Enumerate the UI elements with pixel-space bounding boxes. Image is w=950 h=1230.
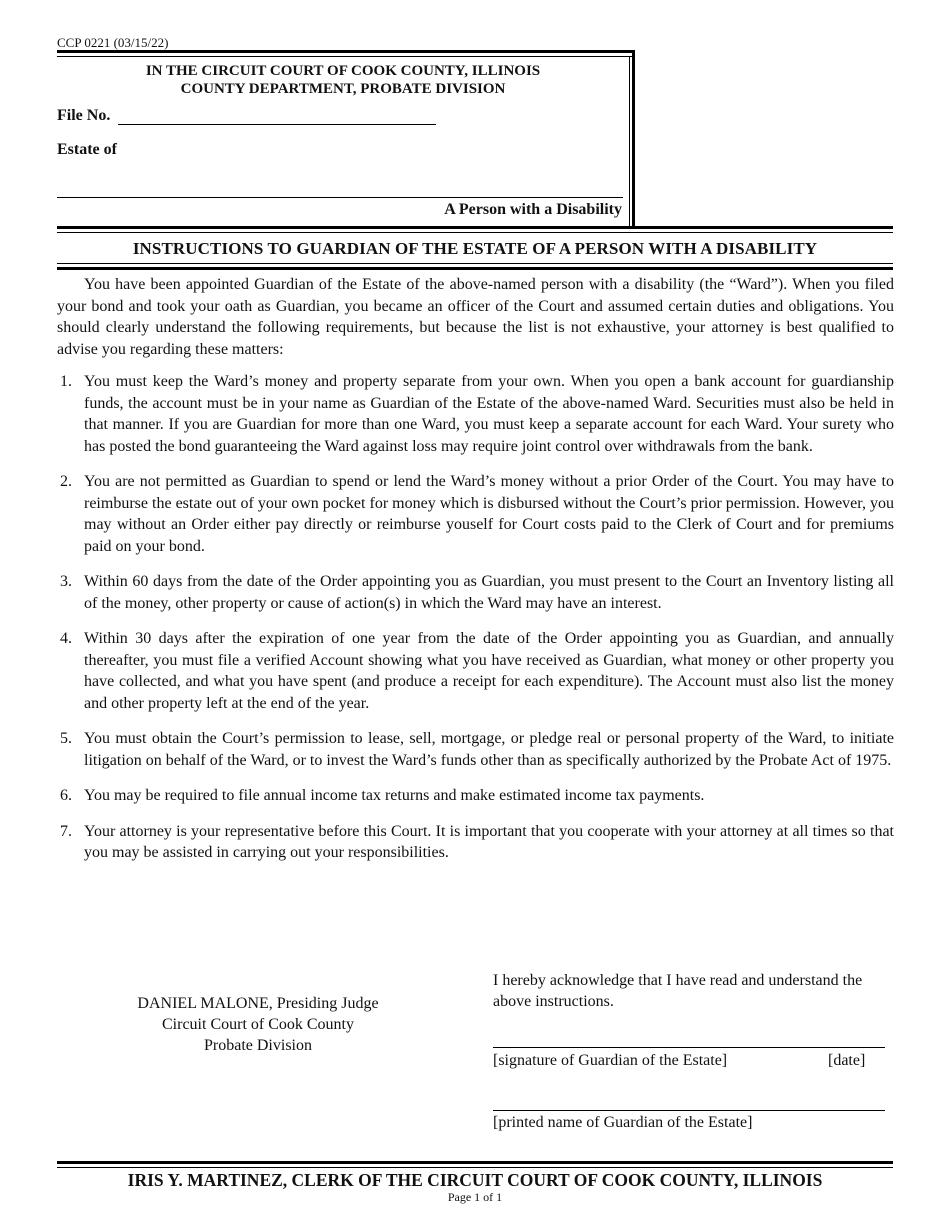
clerk-footer: IRIS Y. MARTINEZ, CLERK OF THE CIRCUIT COURT OF COOK COUNTY, ILLINOIS [127, 1170, 823, 1190]
court-line-2: COUNTY DEPARTMENT, PROBATE DIVISION [180, 81, 506, 97]
judge-name: DANIEL MALONE, Presiding Judge [137, 995, 379, 1012]
item-text: Your attorney is your representative before this Court. It is important that you cooperate with your attorney at all times so that you may be assisted in carrying out your responsibilities. [84, 822, 894, 861]
estate-of-label: Estate of [57, 141, 117, 158]
list-item [57, 371, 894, 457]
footer-rule-thin [57, 1167, 893, 1168]
list-item [57, 821, 894, 864]
acknowledgment-text: I hereby acknowledge that I have read and understand the above instructions. [493, 972, 863, 1010]
item-number: 1. [60, 373, 72, 390]
list-item [57, 785, 894, 807]
judge-block [99, 993, 417, 1056]
item-number: 7. [60, 822, 72, 840]
caption-top-rule-thin [57, 56, 635, 57]
file-no-label: File No. [57, 107, 111, 124]
item-text: You must keep the Ward’s money and property separate from your own. When you open a bank account for guardianship funds, the account must be in your name as Guardian of the Estate of the above-named Ward. Securities must also be held in that manner. If you are Guardian for more than one Ward, you must keep a separate account for each Ward. Your surety who has posted the bond guaranteeing the Ward against loss may require joint control over withdrawals from the bank. [84, 373, 894, 455]
printed-name-label: [printed name of Guardian of the Estate] [493, 1114, 753, 1131]
court-heading [57, 62, 629, 98]
list-item [57, 728, 894, 771]
file-no-field[interactable] [118, 124, 436, 125]
item-text: Within 30 days after the expiration of one year from the date of the Order appointing you as Guardian, and annually thereafter, you must file a verified Account showing what you have received as Guardian, what money or other property you have collected, and what you have spent (and produce a receipt for each expenditure). The Account must also list the money and other property left at the end of the year. [84, 630, 894, 712]
estate-name-field[interactable] [57, 197, 623, 198]
person-with-disability-label: A Person with a Disability [444, 201, 622, 218]
item-number: 2. [60, 473, 72, 490]
signature-label: [signature of Guardian of the Estate] [493, 1052, 728, 1069]
caption-right-rule-thin [629, 56, 630, 226]
item-text: You are not permitted as Guardian to spend or lend the Ward’s money without a prior Order of the Court. You may have to reimburse the estate out of your own pocket for money which is disbursed without the Court’s prior permission. However, you may without an Order either pay directly or reimburse youself for Court costs paid to the Clerk of Court and for premiums paid on your bond. [84, 473, 894, 555]
date-label: [date] [828, 1052, 866, 1069]
item-text: Within 60 days from the date of the Order appointing you as Guardian, you must present to the Court an Inventory listing all of the money, other property or cause of action(s) in which the Ward may have an interest. [84, 573, 894, 612]
list-item [57, 471, 894, 557]
item-number: 4. [60, 630, 72, 647]
caption-top-rule-thick [57, 50, 635, 53]
document-title: INSTRUCTIONS TO GUARDIAN OF THE ESTATE OF A PERSON WITH A DISABILITY [132, 239, 818, 258]
item-text: You may be required to file annual income tax returns and make estimated income tax payments. [84, 787, 705, 804]
list-item [57, 571, 894, 614]
item-number: 6. [60, 787, 72, 804]
judge-division: Probate Division [204, 1037, 312, 1054]
judge-court: Circuit Court of Cook County [162, 1016, 354, 1033]
court-line-1: IN THE CIRCUIT COURT OF COOK COUNTY, ILLINOIS [145, 63, 541, 79]
title-bottom-rule-thick [57, 267, 893, 270]
title-top-rule-thin [57, 232, 893, 233]
footer-rule-thick [57, 1161, 893, 1164]
list-item [57, 628, 894, 714]
item-text: You must obtain the Court’s permission to lease, sell, mortgage, or pledge real or personal property of the Ward, to initiate litigation on behalf of the Ward, or to invest the Ward’s funds other than as specifically authorized by the Probate Act of 1975. [84, 730, 894, 769]
instructions-list [57, 371, 894, 864]
printed-name-field[interactable] [493, 1110, 885, 1111]
caption-right-rule-thick [632, 50, 635, 226]
item-number: 3. [60, 573, 72, 590]
page-number: Page 1 of 1 [447, 1190, 503, 1204]
form-code: CCP 0221 (03/15/22) [57, 35, 169, 50]
signature-field[interactable] [493, 1047, 885, 1048]
title-bottom-rule-thin [57, 263, 893, 264]
item-number: 5. [60, 730, 72, 747]
title-top-rule-thick [57, 226, 893, 229]
intro-paragraph: You have been appointed Guardian of the Estate of the above-named person with a disability (the “Ward”). When you filed your bond and took your oath as Guardian, you became an officer of the Court and assumed certain duties and obligations. You should clearly understand the following requirements, but because the list is not exhaustive, your attorney is best qualified to advise you regarding these matters: [57, 276, 894, 358]
